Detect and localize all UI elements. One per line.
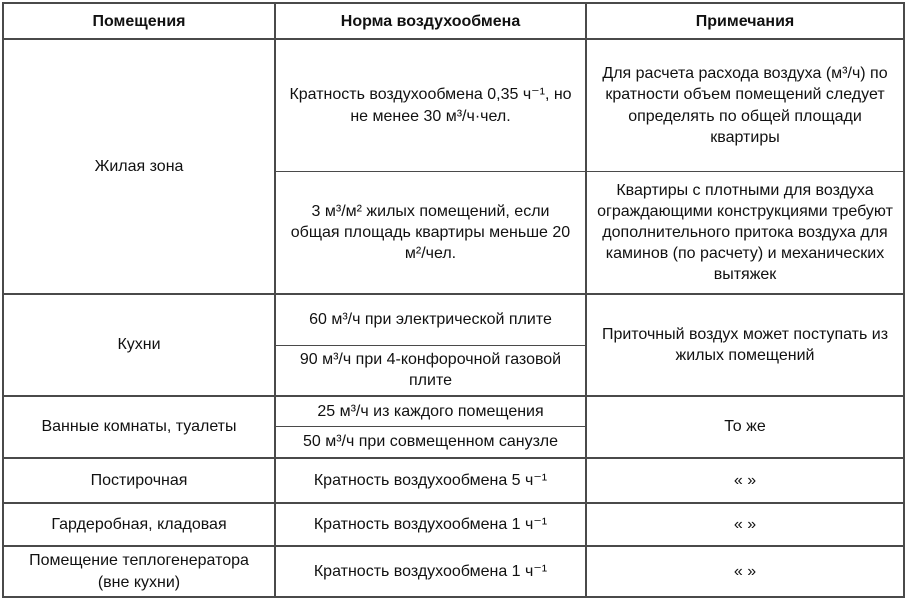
cell-heat-generator-room: Помещение теплогенератора (вне кухни) (4, 545, 274, 596)
cell-bathrooms-norm-1: 25 м³/ч из каждого помещения (274, 395, 585, 426)
table-row (4, 395, 903, 426)
cell-laundry-norm: Кратность воздухообмена 5 ч⁻¹ (274, 457, 585, 501)
cell-heat-generator-norm: Кратность воздухообмена 1 ч⁻¹ (274, 545, 585, 596)
cell-wardrobe-note: « » (585, 502, 903, 545)
cell-bathrooms-norm-2: 50 м³/ч при совмещенном санузле (274, 426, 585, 457)
table-row (4, 293, 903, 345)
cell-kitchens-norm-2: 90 м³/ч при 4-конфорочной газовой плите (274, 345, 585, 395)
cell-living-zone-norm-1: Кратность воздухообмена 0,35 ч⁻¹, но не менее 30 м³/ч·чел. (274, 38, 585, 170)
cell-living-zone-note-2: Квартиры с плотными для воздуха ограждающими конструкциями требуют дополнительного притока воздуха для каминов (по расчету) и механических вытяжек (585, 171, 903, 293)
cell-kitchens-norm-1: 60 м³/ч при электрической плите (274, 293, 585, 345)
cell-kitchens-note: Приточный воздух может поступать из жилых помещений (585, 293, 903, 394)
ventilation-norms-table (2, 2, 905, 598)
table-row (4, 545, 903, 596)
header-air-exchange-norm: Норма воздухообмена (274, 4, 585, 38)
table-row (4, 502, 903, 545)
cell-laundry-note: « » (585, 457, 903, 501)
cell-living-zone-norm-2: 3 м³/м² жилых помещений, если общая площадь квартиры меньше 20 м²/чел. (274, 171, 585, 293)
cell-laundry-room: Постирочная (4, 457, 274, 501)
cell-wardrobe-norm: Кратность воздухообмена 1 ч⁻¹ (274, 502, 585, 545)
table-row (4, 457, 903, 501)
cell-bathrooms-room: Ванные комнаты, туалеты (4, 395, 274, 458)
cell-living-zone-note-1: Для расчета расхода воздуха (м³/ч) по кратности объем помещений следует определять по общей площади квартиры (585, 38, 903, 170)
cell-heat-generator-note: « » (585, 545, 903, 596)
table-row (4, 38, 903, 170)
header-rooms: Помещения (4, 4, 274, 38)
header-notes: Примечания (585, 4, 903, 38)
cell-kitchens-room: Кухни (4, 293, 274, 394)
cell-wardrobe-room: Гардеробная, кладовая (4, 502, 274, 545)
cell-bathrooms-note: То же (585, 395, 903, 458)
table-header-row (4, 4, 903, 38)
cell-living-zone-room: Жилая зона (4, 38, 274, 293)
